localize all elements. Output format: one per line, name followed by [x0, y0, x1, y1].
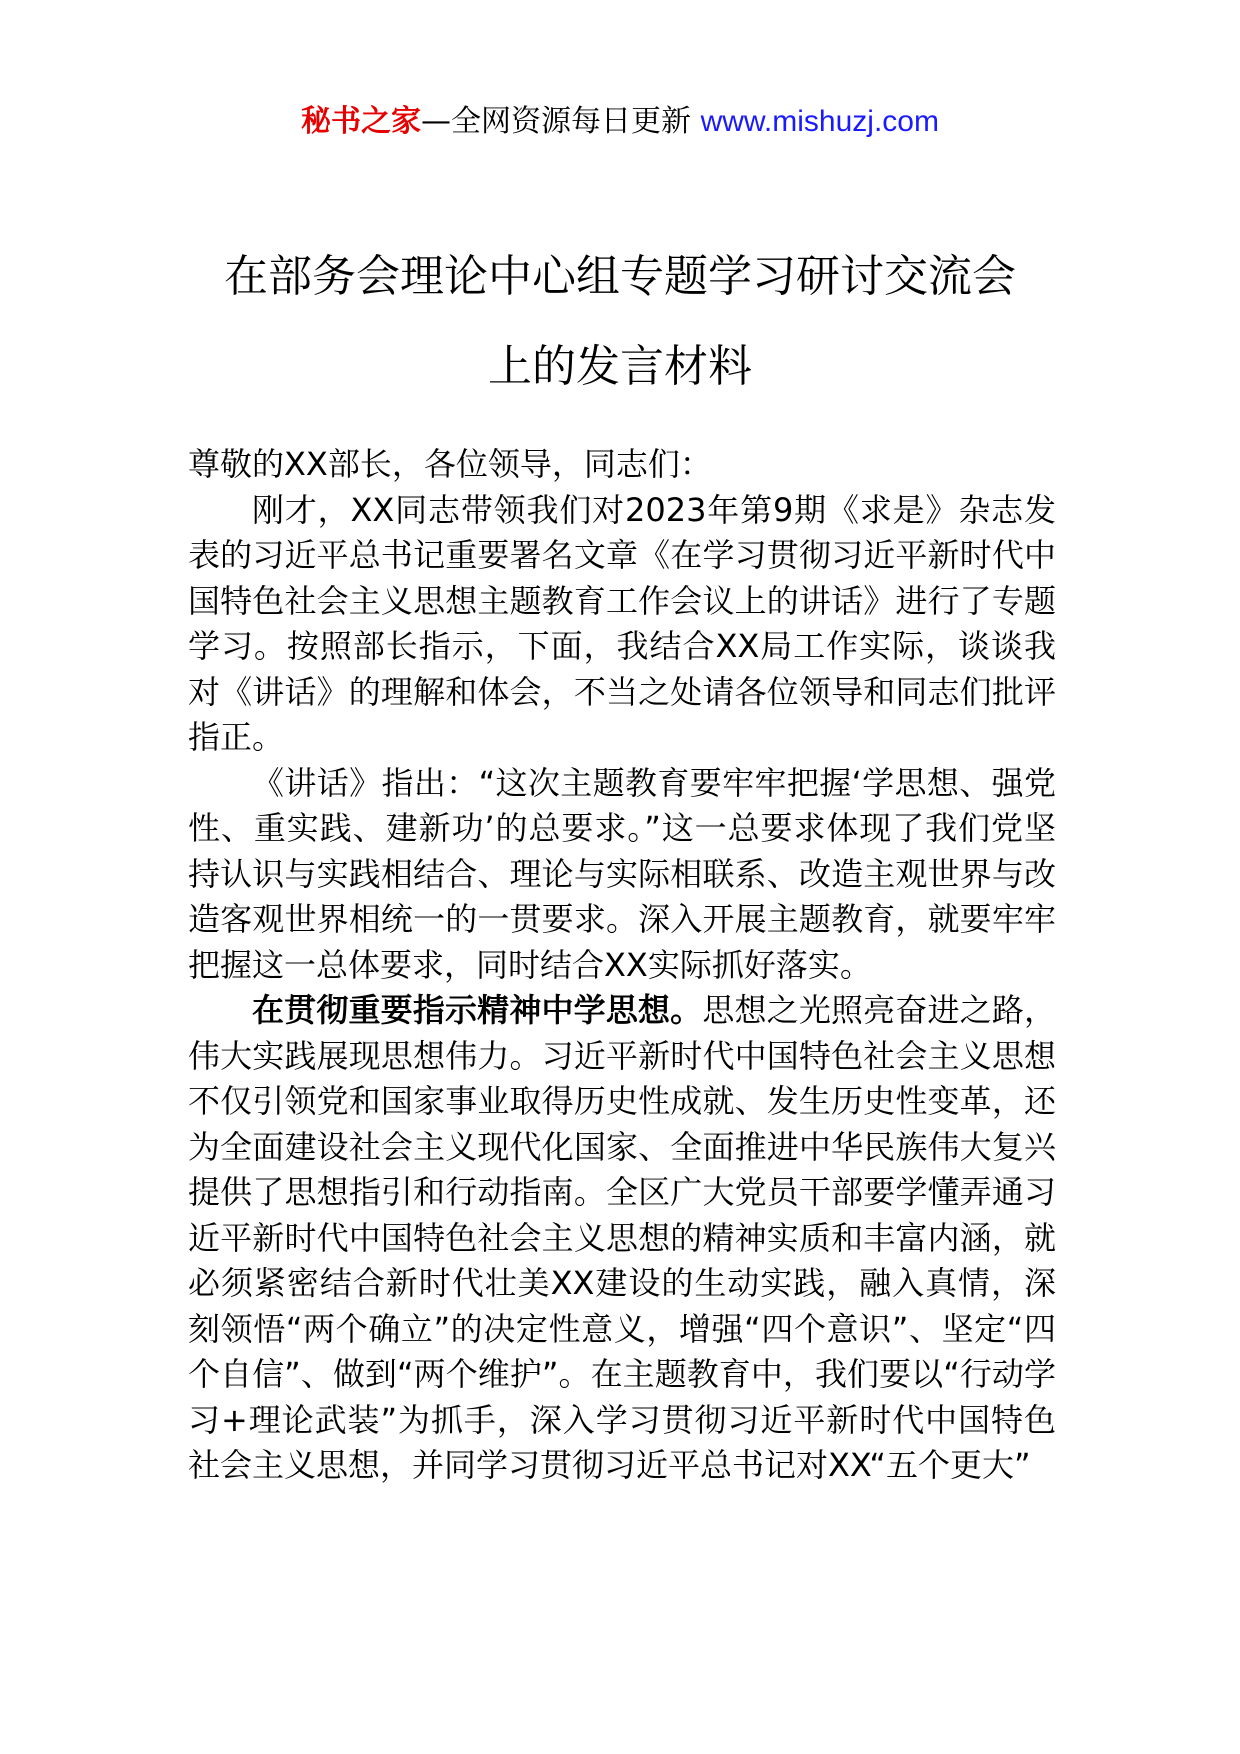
- paragraph-1: 刚才，XX同志带领我们对2023年第9期《求是》杂志发表的习近平总书记重要署名文章《在学习贯彻习近平新时代中国特色社会主义思想主题教育工作会议上的讲话》进行了专题学习。按照部长指示，下面，我结合XX局工作实际，谈谈我对《讲话》的理解和体会，不当之处请各位领导和同志们批评指正。: [188, 490, 1056, 756]
- document-body: [188, 442, 1056, 1489]
- paragraph-3: [188, 988, 1056, 1489]
- paragraph-2: 《讲话》指出：“这次主题教育要牢牢把握‘学思想、强党性、重实践、建新功’的总要求。”这一总要求体现了我们党坚持认识与实践相结合、理论与实际相联系、改造主观世界与改造客观世界相统一的一贯要求。深入开展主题教育，就要牢牢把握这一总体要求，同时结合XX实际抓好落实。: [188, 763, 1056, 984]
- document-title: [0, 232, 1240, 412]
- header-slogan: —全网资源每日更新: [421, 104, 692, 139]
- brand-name: 秘书之家: [301, 104, 422, 139]
- site-header: [0, 100, 1240, 144]
- paragraph-3-heading: 在贯彻重要指示精神中学思想。: [252, 991, 703, 1029]
- title-line-1: 在部务会理论中心组专题学习研讨交流会: [224, 251, 1016, 302]
- title-line-2: 上的发言材料: [488, 341, 752, 392]
- site-url-link[interactable]: www.mishuzj.com: [700, 105, 939, 138]
- paragraph-3-text: 思想之光照亮奋进之路，伟大实践展现思想伟力。习近平新时代中国特色社会主义思想不仅引领党和国家事业取得历史性成就、发生历史性变革，还为全面建设社会主义现代化国家、全面推进中华民族伟大复兴提供了思想指引和行动指南。全区广大党员干部要学懂弄通习近平新时代中国特色社会主义思想的精神实质和丰富内涵，就必须紧密结合新时代壮美XX建设的生动实践，融入真情，深刻领悟“两个确立”的决定性意义，增强“四个意识”、坚定“四个自信”、做到“两个维护”。在主题教育中，我们要以“行动学习+理论武装”为抓手，深入学习贯彻习近平新时代中国特色社会主义思想，并同学习贯彻习近平总书记对XX“五个更大”: [188, 991, 1056, 1484]
- greeting-paragraph: 尊敬的XX部长，各位领导，同志们：: [188, 445, 712, 483]
